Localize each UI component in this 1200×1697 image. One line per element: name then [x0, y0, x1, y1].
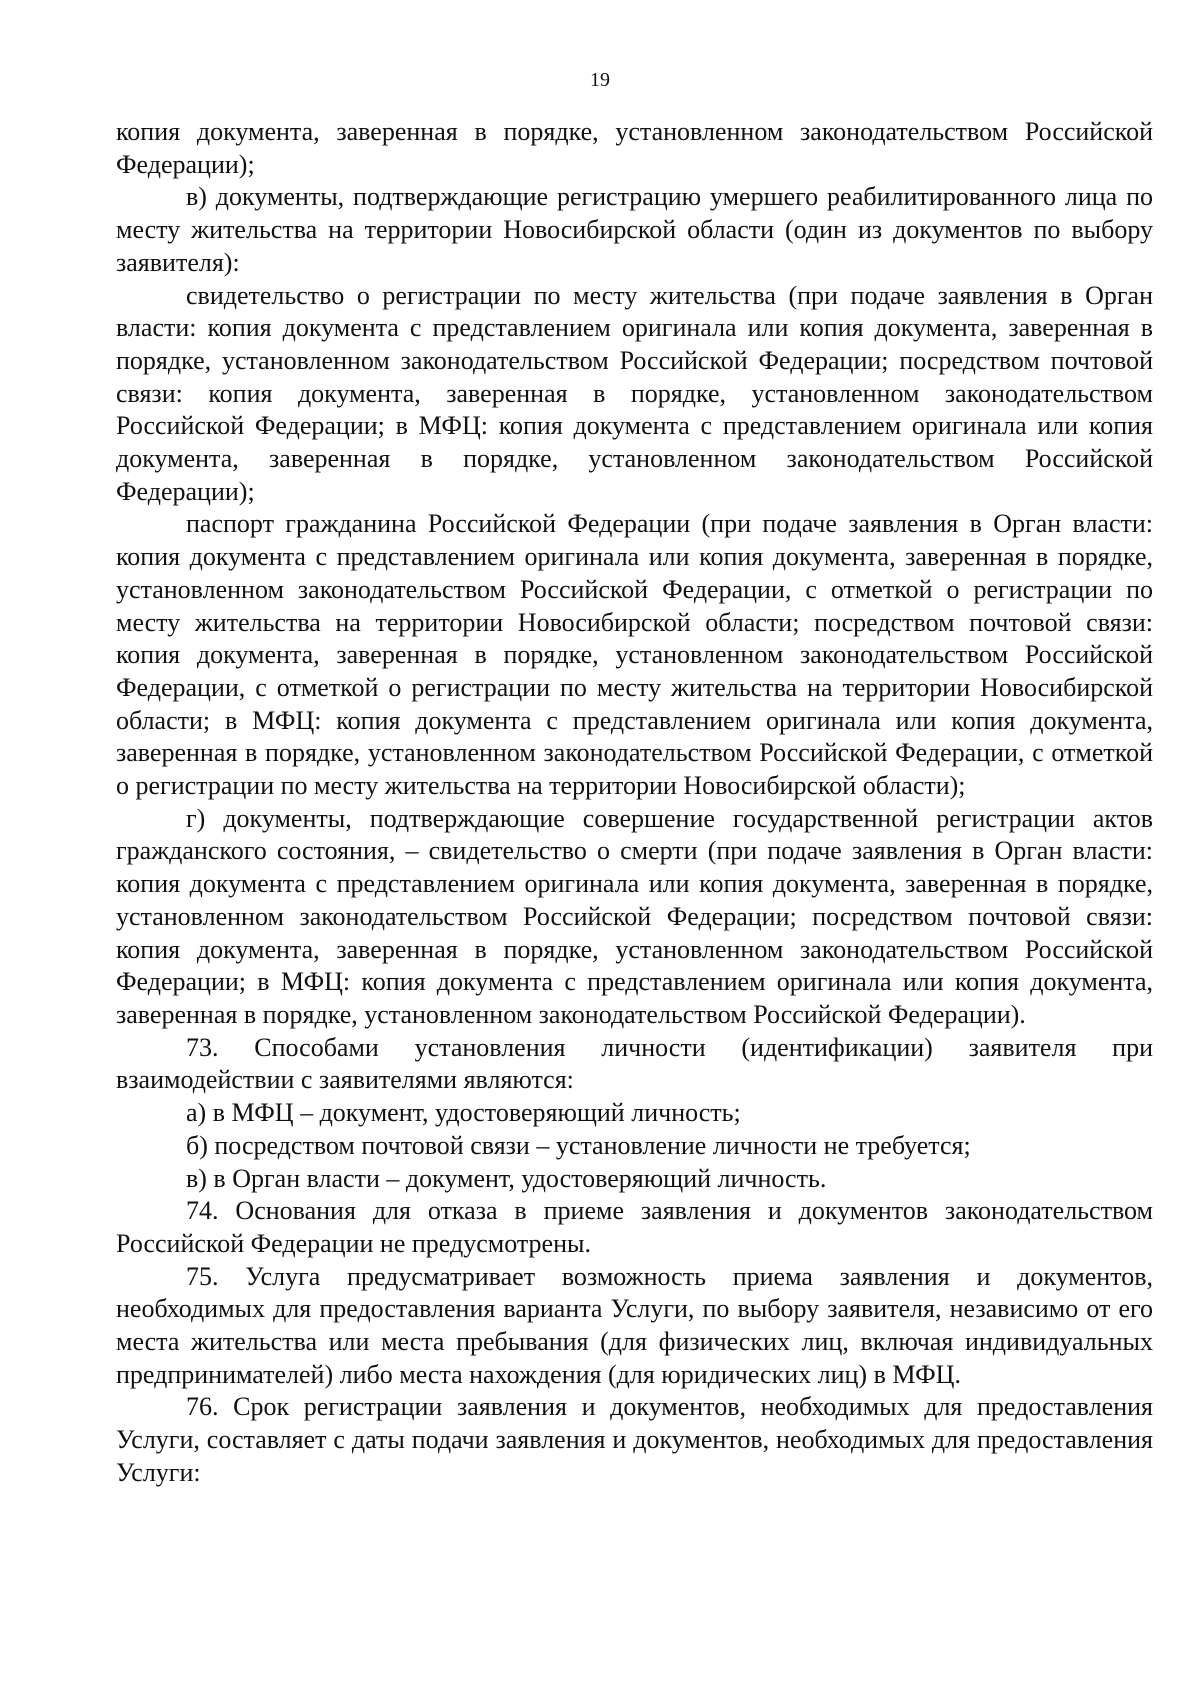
page-number: 19 — [590, 69, 610, 91]
paragraph-item-v: в) документы, подтверждающие регистрацию умершего реабилитированного лица по месту жительства на территории Новосибирской области (один из документов по выбору заявителя): — [116, 182, 1153, 277]
paragraph-item-g: г) документы, подтверждающие совершение государственной регистрации актов гражданского состояния, – свидетельство о смерти (при подаче заявления в Орган власти: копия документа с представлением оригинала или копия документа, заверенная в порядке, установленном законодательством Российской Федерации; посредством почтовой связи: копия документа, заверенная в порядке, установленном законодательством Российской Федерации; в МФЦ: копия документа с представлением оригинала или копия документа, заверенная в порядке, установленном законодательством Российской Федерации). — [116, 803, 1153, 1029]
document-body — [116, 116, 1153, 1490]
paragraph-passport: паспорт гражданина Российской Федерации (при подаче заявления в Орган власти: копия документа с представлением оригинала или копия документа, заверенная в порядке, установленном законодательством Российской Федерации, с отметкой о регистрации по месту жительства на территории Новосибирской области; посредством почтовой связи: копия документа, заверенная в порядке, установленном законодательством Российской Федерации, с отметкой о регистрации по месту жительства на территории Новосибирской области; в МФЦ: копия документа с представлением оригинала или копия документа, заверенная в порядке, установленном законодательством Российской Федерации, с отметкой о регистрации по месту жительства на территории Новосибирской области); — [116, 509, 1153, 801]
paragraph-73: 73. Способами установления личности (идентификации) заявителя при взаимодействии с заявителями являются: — [116, 1032, 1153, 1095]
paragraph-73-b: б) посредством почтовой связи – установление личности не требуется; — [186, 1130, 971, 1160]
paragraph-73-a: а) в МФЦ – документ, удостоверяющий личность; — [186, 1098, 741, 1128]
paragraph-continuation: копия документа, заверенная в порядке, установленном законодательством Российской Федерации); — [116, 117, 1153, 179]
paragraph-74: 74. Основания для отказа в приеме заявления и документов законодательством Российской Федерации не предусмотрены. — [116, 1196, 1153, 1258]
paragraph-73-v: в) в Орган власти – документ, удостоверяющий личность. — [186, 1163, 827, 1193]
paragraph-76: 76. Срок регистрации заявления и документов, необходимых для предоставления Услуги, составляет с даты подачи заявления и документов, необходимых для предоставления Услуги: — [116, 1392, 1153, 1487]
paragraph-75: 75. Услуга предусматривает возможность приема заявления и документов, необходимых для предоставления варианта Услуги, по выбору заявителя, независимо от его места жительства или места пребывания (для физических лиц, включая индивидуальных предпринимателей) либо места нахождения (для юридических лиц) в МФЦ. — [116, 1261, 1153, 1389]
paragraph-registration-certificate: свидетельство о регистрации по месту жительства (при подаче заявления в Орган власти: копия документа с представлением оригинала или копия документа, заверенная в порядке, установленном законодательством Российской Федерации; посредством почтовой связи: копия документа, заверенная в порядке, установленном законодательством Российской Федерации; в МФЦ: копия документа с представлением оригинала или копия документа, заверенная в порядке, установленном законодательством Российской Федерации); — [116, 280, 1153, 506]
